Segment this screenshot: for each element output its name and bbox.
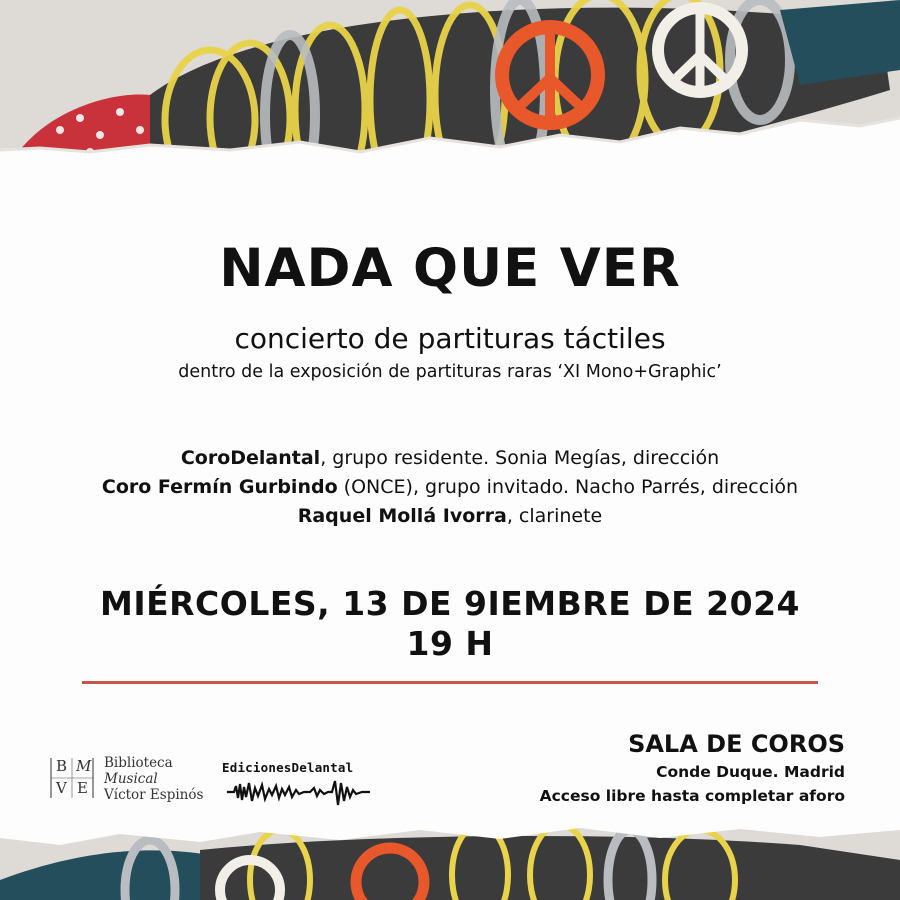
bmve-monogram <box>48 755 96 801</box>
performer-line <box>0 473 900 502</box>
performer-name: Raquel Mollá Ivorra <box>297 505 507 527</box>
venue-name: SALA DE COROS <box>628 730 845 758</box>
performer-name: CoroDelantal <box>180 447 321 469</box>
bmve-line: Musical <box>104 771 158 787</box>
event-datetime <box>0 584 900 664</box>
venue-info <box>540 728 845 808</box>
bmve-initial: B <box>56 757 68 775</box>
event-date: MIÉRCOLES, 13 DE 9IEMBRE DE 2024 <box>99 584 801 623</box>
bmve-initial: E <box>77 779 88 797</box>
performer-name: Coro Fermín Gurbindo <box>101 476 338 498</box>
exhibition-context: dentro de la exposición de partituras raras ‘XI Mono+Graphic’ <box>178 362 722 382</box>
bmve-initial: M <box>76 757 92 775</box>
venue-access: Acceso libre hasta completar aforo <box>539 787 845 805</box>
sound-wave-icon <box>222 777 372 807</box>
bmve-logo <box>48 755 218 805</box>
performer-line <box>0 444 900 473</box>
bmve-line: Víctor Espinós <box>104 787 204 803</box>
tactile-score-photo-top <box>0 0 900 230</box>
performer-role: (ONCE), grupo invitado. Nacho Parrés, dirección <box>337 476 799 498</box>
ediciones-delantal-logo <box>222 760 382 810</box>
performer-role: , grupo residente. Sonia Megías, dirección <box>320 447 720 469</box>
bmve-initial: V <box>56 779 67 797</box>
event-subtitle: concierto de partituras táctiles <box>234 322 666 355</box>
tactile-score-photo-bottom <box>0 820 900 900</box>
divider-rule <box>82 681 818 684</box>
ediciones-wordmark: EdicionesDelantal <box>222 760 354 775</box>
venue-location: Conde Duque. Madrid <box>656 763 845 781</box>
performer-line <box>0 502 900 531</box>
bmve-wordmark <box>104 755 203 803</box>
event-title: NADA QUE VER <box>219 238 681 299</box>
bmve-line: Biblioteca <box>104 755 173 771</box>
performer-role: , clarinete <box>506 505 603 527</box>
performers-list <box>0 444 900 531</box>
event-time: 19 H <box>406 624 494 663</box>
